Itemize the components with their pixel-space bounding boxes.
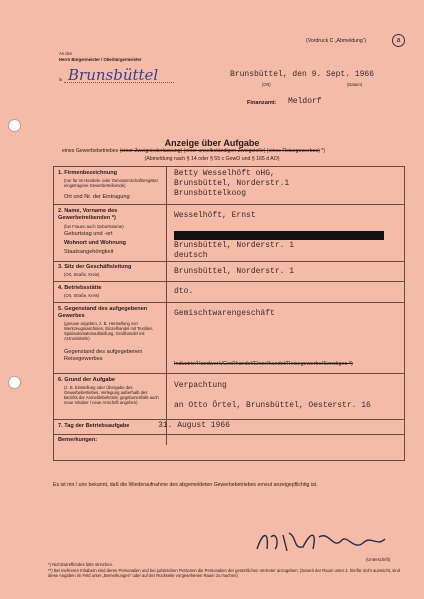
- row-1-label: [58, 170, 117, 177]
- place-date: Brunsbüttel, den 9. Sept. 1966: [230, 70, 375, 79]
- row-1-value-3: Brunsbüttelkoog: [174, 189, 247, 198]
- row-2-sub: (bei Frauen auch Geburtsname): [64, 224, 124, 229]
- row-5-num: 5.: [58, 306, 63, 312]
- row-divider-7: [54, 434, 404, 435]
- row-3-sub: (Ort, Straße, Kreis): [64, 272, 100, 277]
- row-2-label4: Staatsangehörigkeit: [64, 249, 114, 255]
- addressee-underline: [64, 82, 174, 83]
- row-3-title: Sitz der Geschäftsleitung: [64, 264, 132, 270]
- row-1-sub: (nur für im Handels- oder Genossenschaftsregister eingetragene Gewerbetreibende): [64, 178, 159, 188]
- footnote-1: *) Nichtzutreffendes bitte streichen.: [48, 562, 114, 567]
- punch-hole-top: [8, 119, 21, 132]
- row-7-label: [58, 423, 129, 430]
- row-1-num: 1.: [58, 170, 63, 176]
- addressee-place: Brunsbüttel: [68, 66, 159, 84]
- row-2-num: 2.: [58, 208, 63, 214]
- form-table: [53, 166, 405, 461]
- ort-label: (Ort): [262, 82, 271, 87]
- row-5-title: Gegenstand des aufgegebenen Gewerbes: [58, 306, 148, 319]
- row-4-num: 4.: [58, 285, 63, 291]
- remarks-label: Bemerkungen:: [58, 437, 98, 443]
- form-subtitle: [62, 148, 325, 154]
- row-1-title: Firmenbezeichnung: [64, 170, 118, 176]
- finanzamt-label: Finanzamt:: [247, 100, 277, 106]
- row-6-title: Grund der Aufgabe: [64, 377, 115, 383]
- row-5-sub: (genaue angeben, z. B. Herstellung von Werkzeugmaschinen, Einzelhandel mit Textilien, Spielautomatenaufstellung, Großhandel mit Arzneimitteln): [64, 321, 154, 341]
- row-divider-5: [54, 373, 404, 374]
- row-1-value-1: Betty Wesselhöft oHG,: [174, 169, 275, 178]
- punch-hole-bottom: [8, 376, 21, 389]
- addressee-line1: An den: [59, 51, 73, 56]
- form-title: Anzeige über Aufgabe: [164, 138, 260, 148]
- form-id: (Vordruck C „Abmeldung“): [306, 38, 367, 44]
- finanzamt-value: Meldorf: [288, 97, 322, 106]
- form-subtitle-line2: (Abmeldung nach § 14 oder § 55 c GewO und § 165 d AO): [144, 156, 280, 162]
- redacted-block: [174, 231, 384, 240]
- footnote-2: **) Bei mehreren Inhabern sind deren Personalien und bei juristischen Personen die Personalien der gesetzlichen Vertreter anzugeben. (Soweit der Raum unter 2. hierfür nicht ausreicht, sind diese Angaben im Feld unter „Bemerkungen“ oder auf der Rückseite vorgesehenen Raum zu machen): [48, 568, 400, 578]
- row-5-value: Gemischtwarengeschäft: [174, 309, 275, 318]
- addressee-line2: Herrn Bürgermeister / Oberbürgermeister: [59, 57, 142, 62]
- row-4-title: Betriebsstätte: [64, 285, 102, 291]
- column-divider: [166, 167, 167, 445]
- subtitle-struck: (einer Zweigniederlassung) (einer unselbständigen Zweigstelle) (eines Reisegewerbes): [119, 148, 320, 154]
- row-divider-2: [54, 261, 404, 262]
- row-6-sub: (z. B. Einstellung oder Übergabe des Gewerbebetriebes, Verlegung außerhalb des Bezirks der Anmeldebehörde; gegebenenfalls auch neue Inhaber / neue Anschrift angeben): [64, 385, 159, 405]
- row-7-title: Tag der Betriebsaufgabe: [64, 423, 130, 429]
- row-2-value-3: deutsch: [174, 251, 208, 260]
- row-divider-1: [54, 204, 404, 205]
- row-6-value-1: Verpachtung: [174, 381, 227, 390]
- row-divider-3: [54, 281, 404, 282]
- row-1-value-2: Brunsbüttel, Norderstr.1: [174, 179, 290, 188]
- row-2-label: [58, 208, 164, 221]
- row-6-label: [58, 377, 115, 384]
- subtitle-suffix: *): [321, 148, 325, 154]
- row-1-label2: Ort und Nr. der Eintragung: [64, 194, 130, 200]
- signature: [253, 527, 403, 557]
- row-2-label2: Geburtstag und -ort: [64, 231, 113, 237]
- row-5-label2: Gegenstand des aufgegebenen Reisegewerbes: [64, 349, 143, 362]
- subtitle-prefix: eines Gewerbebetriebes: [62, 148, 119, 154]
- row-7-value: 31. August 1966: [158, 421, 231, 430]
- row-2-title: Name, Vorname des Gewerbetreibenden *): [58, 208, 118, 221]
- row-5-label: [58, 306, 164, 319]
- statement: Es ist mir / uns bekannt, daß die Wiederaufnahme des abgemeldeten Gewerbebetriebes erneut anzeigepflichtig ist.: [53, 482, 318, 488]
- row-3-num: 3.: [58, 264, 63, 270]
- row-divider-4: [54, 302, 404, 303]
- datum-label: (Datum): [347, 82, 363, 87]
- addressee-in-label: in: [59, 77, 63, 82]
- corner-mark: a: [392, 34, 405, 47]
- row-4-sub: (Ort, Straße, Kreis): [64, 293, 100, 298]
- signature-label: (Unterschrift): [366, 557, 391, 562]
- row-2-value-2: Brunsbüttel, Norderstr. 1: [174, 241, 295, 250]
- row-3-label: [58, 264, 131, 271]
- row-6-value-2: an Otto Örtel, Brunsbüttel, Oesterstr. 16: [174, 401, 371, 410]
- row-3-value: Brunsbüttel, Norderstr. 1: [174, 267, 295, 276]
- row-7-num: 7.: [58, 423, 63, 429]
- row-2-label3: Wohnort und Wohnung: [64, 240, 126, 246]
- row-divider-6: [54, 419, 404, 420]
- row-2-value-1: Wesselhöft, Ernst: [174, 211, 256, 220]
- row-4-value: dto.: [174, 287, 194, 296]
- row-6-num: 6.: [58, 377, 63, 383]
- row-4-label: [58, 285, 102, 292]
- row-5-type-line: Industrie/Handwerk/Großhandel/Einzelhandel/Reisegewerbe/Sonstiges *): [174, 361, 353, 367]
